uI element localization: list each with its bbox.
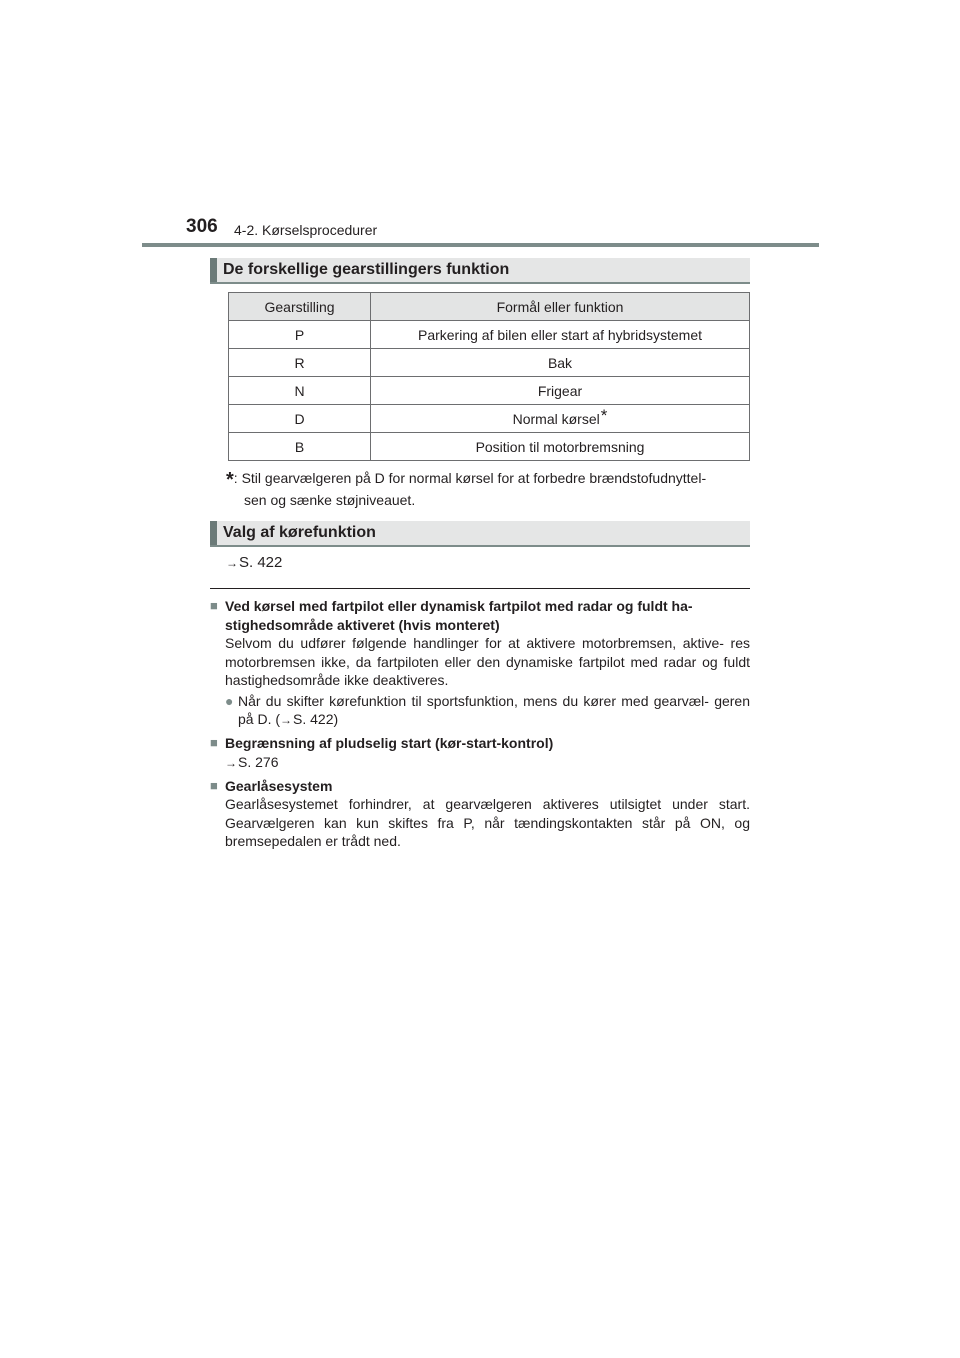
table-cell: B [229,433,371,461]
footnote-text: sen og sænke støjniveauet. [244,492,416,508]
square-bullet-icon: ■ [210,598,218,613]
page-reference-text: S. 276 [238,754,279,770]
arrow-right-icon: → [225,756,236,770]
footnote-marker: * [226,469,234,491]
table-cell: Bak [371,349,750,377]
table-cell: Frigear [371,377,750,405]
table-row [229,349,750,377]
table-header: Formål eller funktion [371,293,750,321]
footnote-marker: * [600,405,608,425]
circle-bullet-icon: ● [225,692,234,709]
page-reference[interactable] [226,554,282,571]
table-header-row [229,293,750,321]
section-title: De forskellige gearstillingers funktion [223,261,510,278]
cell-text: Normal kørsel [512,410,600,427]
table-footnote [226,468,756,510]
square-bullet-icon: ■ [210,777,218,793]
arrow-right-icon: → [280,713,292,727]
notes-divider [210,588,750,589]
note-title-line: Ved kørsel med fartpilot eller dynamisk fartpilot med radar og fuldt ha- [225,598,693,614]
table-row [229,321,750,349]
note-title: Gearlåsesystem [225,777,333,794]
header-divider [142,243,819,247]
table-cell: D [229,405,371,433]
table-cell: R [229,349,371,377]
table-row [229,405,750,433]
table-row [229,433,750,461]
gear-positions-table [228,292,750,461]
page-reference-text: S. 422 [239,554,283,571]
table-cell: N [229,377,371,405]
page-reference[interactable]: S. 422 [293,711,334,727]
notes-section [210,597,750,855]
table-header: Gearstilling [229,293,371,321]
chapter-breadcrumb: 4-2. Kørselsprocedurer [234,222,378,238]
note-bullet [225,692,750,730]
note-body: Gearlåsesystemet forhindrer, at gearvælgeren aktiveres utilsigtet under start. Gearvælgeren kan kun skiftes fra P, når tændingskontakten står på ON, og bremsepedalen er trådt ned. [225,796,750,849]
footnote-text: : Stil gearvælgeren på D for normal kørsel for at forbedre brændstofudnyttel- [233,470,707,486]
heading-accent-bar [210,521,217,545]
section-title: Valg af kørefunktion [223,524,376,541]
note-title: Begrænsning af pludselig start (kør-start-kontrol) [225,734,554,751]
heading-accent-bar [210,258,217,282]
square-bullet-icon: ■ [210,734,218,750]
section-heading-drive-mode [210,521,750,547]
page-number: 306 [186,216,218,237]
table-cell: P [229,321,371,349]
table-row [229,377,750,405]
bullet-text: Når du skifter kørefunktion til sportsfunktion, mens du kører med gearvæl- geren på D. ( [238,692,750,727]
table-cell: Parkering af bilen eller start af hybridsystemet [371,321,750,349]
section-heading-gear-functions [210,258,750,284]
bullet-text: ) [333,711,339,727]
arrow-right-icon: → [226,556,237,570]
note-body: Selvom du udfører følgende handlinger for at aktivere motorbremsen, aktive- res motorbremsen ikke, da fartpiloten eller den dynamiske fartpilot med radar og fuldt hastighedsområde ikke deaktiveres. [225,635,750,688]
table-cell: Position til motorbremsning [371,433,750,461]
table-cell [371,405,750,433]
note-title [225,597,750,634]
note-item [210,777,750,851]
note-title-line: stighedsområde aktiveret (hvis monteret) [225,616,500,633]
footnote-line [226,468,756,490]
note-item [210,734,750,773]
note-item [210,597,750,730]
page-reference[interactable] [225,753,750,773]
